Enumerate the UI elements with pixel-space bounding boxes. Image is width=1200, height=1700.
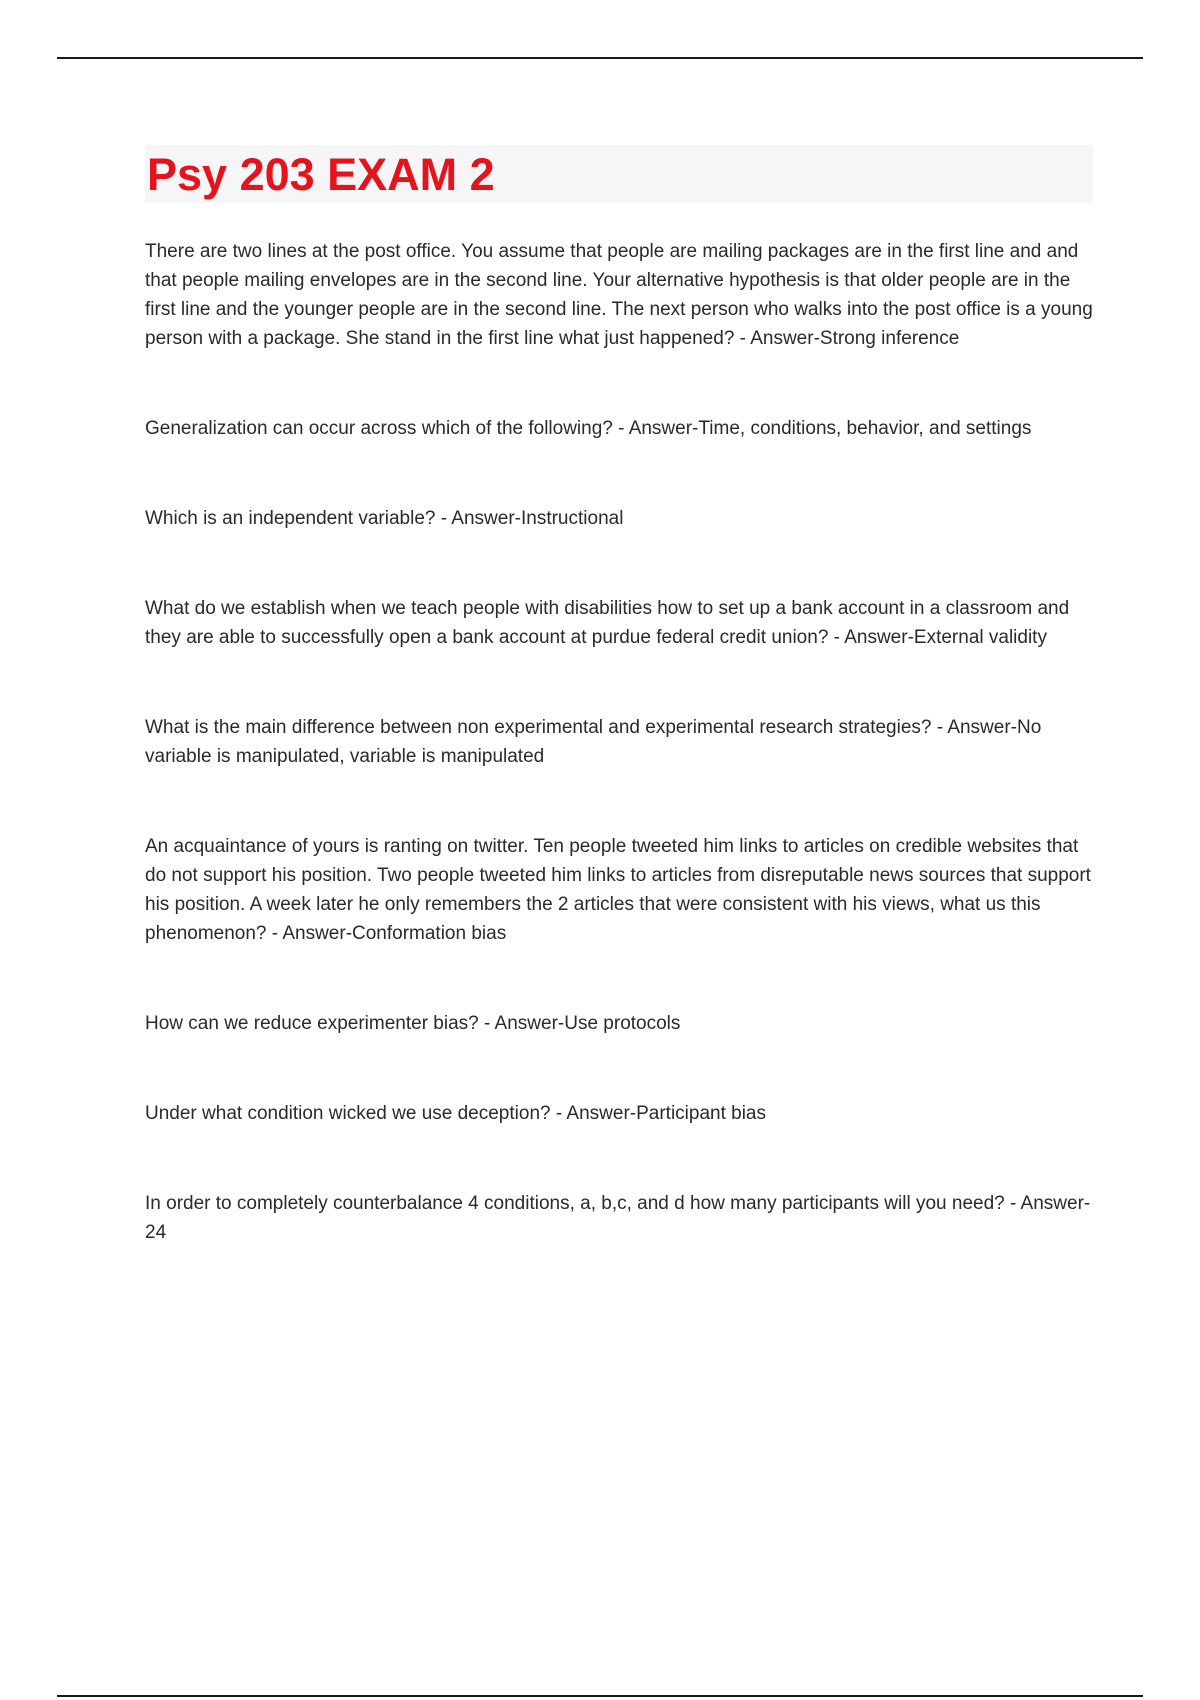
bottom-rule bbox=[57, 1695, 1143, 1697]
qa-item-7: How can we reduce experimenter bias? - Answer-Use protocols bbox=[145, 1013, 681, 1034]
qa-item-8: Under what condition wicked we use deception? - Answer-Participant bias bbox=[145, 1103, 766, 1124]
qa-item-1: There are two lines at the post office. You assume that people are mailing packages are in the first line and and that people mailing envelopes are in the second line. Your alternative hypothesis is that older people are in the first line and the younger people are in the second line. The next person who walks into the post office is a young person with a package. She stand in the first line what just happened? - Answer-Strong inference bbox=[145, 241, 1093, 349]
qa-item-2: Generalization can occur across which of the following? - Answer-Time, conditions, behavior, and settings bbox=[145, 418, 1032, 439]
document-title: Psy 203 EXAM 2 bbox=[147, 148, 495, 200]
qa-item-4: What do we establish when we teach people with disabilities how to set up a bank account in a classroom and they are able to successfully open a bank account at purdue federal credit union? - Answer-External validity bbox=[145, 598, 1070, 648]
qa-item-3: Which is an independent variable? - Answer-Instructional bbox=[145, 508, 624, 529]
title-bar bbox=[145, 145, 1093, 203]
qa-item-5: What is the main difference between non experimental and experimental research strategies? - Answer-No variable is manipulated, variable is manipulated bbox=[145, 717, 1042, 767]
qa-item-9: In order to completely counterbalance 4 conditions, a, b,c, and d how many participants will you need? - Answer-24 bbox=[145, 1193, 1091, 1243]
qa-item-6: An acquaintance of yours is ranting on twitter. Ten people tweeted him links to articles on credible websites that do not support his position. Two people tweeted him links to articles from disreputable news sources that support his position. A week later he only remembers the 2 articles that were consistent with his views, what us this phenomenon? - Answer-Conformation bias bbox=[145, 836, 1091, 944]
document-body bbox=[145, 145, 1093, 1247]
top-rule bbox=[57, 57, 1143, 59]
